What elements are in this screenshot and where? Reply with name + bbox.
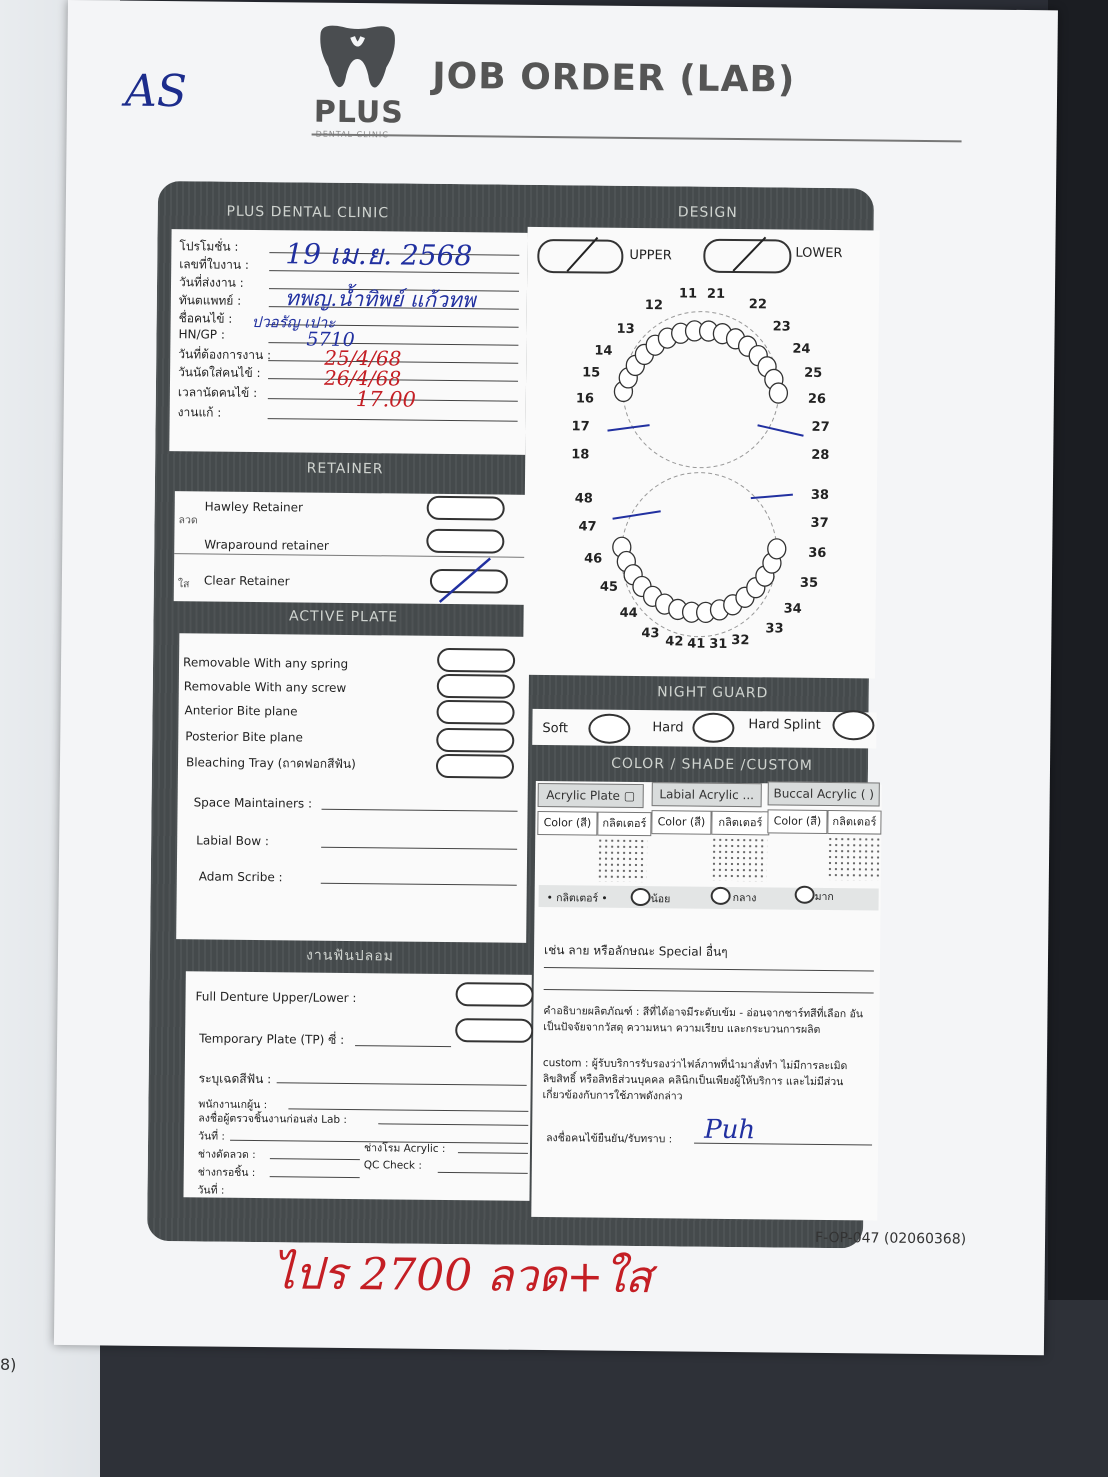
shade-subhead: Color (สี) <box>537 811 597 836</box>
buccal-acrylic-tab[interactable]: Buccal Acrylic ( ) <box>768 781 880 806</box>
hawley-retainer-label: Hawley Retainer <box>204 499 304 515</box>
clinic-field-label: เวลานัดคนไข้ : <box>177 385 258 401</box>
staff-label: พนักงานเกผู้น : <box>198 1098 268 1112</box>
logo-name: PLUS <box>313 94 405 131</box>
night-guard-header: NIGHT GUARD <box>657 684 769 702</box>
lower-tooth-number: 36 <box>808 545 827 561</box>
upper-tooth-number: 14 <box>594 343 613 359</box>
qc-check-label: QC Check : <box>363 1159 422 1172</box>
hn-value: 5710 <box>306 328 355 352</box>
handwritten-price-note: ไปร 2700 ลวด+ใส <box>272 1248 653 1304</box>
active-plate-item-checkbox[interactable] <box>436 754 514 779</box>
upper-tooth-number: 16 <box>575 391 595 407</box>
upper-tooth-number: 23 <box>772 319 791 335</box>
dentist-value: ทพญ.น้ำทิพย์ แก้วทพ <box>284 286 476 313</box>
glitter-low-radio[interactable] <box>631 888 651 906</box>
hawley-retainer-checkbox[interactable] <box>427 496 505 521</box>
retainer-clear-side-label: ใส <box>177 578 190 591</box>
lower-tooth-number: 35 <box>799 575 819 591</box>
page-title: JOB ORDER (LAB) <box>432 55 796 101</box>
upper-tooth-number: 17 <box>571 419 590 435</box>
active-plate-item-checkbox[interactable] <box>437 648 515 673</box>
upper-tooth-number: 11 <box>678 286 698 302</box>
upper-tooth-number: 18 <box>571 447 590 463</box>
active-plate-field-label: Adam Scribe : <box>198 869 283 885</box>
glitter-swatch-1 <box>597 838 647 883</box>
active-plate-item-label: Anterior Bite plane <box>184 703 298 719</box>
soft-label: Soft <box>542 721 569 737</box>
upper-teeth <box>614 320 788 403</box>
patient-signature: Puh <box>704 1114 756 1146</box>
glitter-mid-label: กลาง <box>733 889 757 906</box>
retainer-header: RETAINER <box>306 460 384 478</box>
job-order-paper <box>54 0 1058 1355</box>
active-plate-item-checkbox[interactable] <box>436 728 514 753</box>
active-plate-item-label: Removable With any screw <box>183 679 347 695</box>
lower-tooth[interactable] <box>768 539 786 559</box>
date-label-2: วันที่ : <box>197 1184 225 1197</box>
inspector-label: ลงชื่อผู้ตรวจชิ้นงานก่อนส่ง Lab : <box>198 1112 348 1126</box>
acrylic-plate-tab[interactable]: Acrylic Plate ▢ <box>538 783 644 808</box>
lower-tooth-number: 32 <box>731 632 750 649</box>
hard-label: Hard <box>652 720 684 736</box>
active-plate-field-label: Space Maintainers : <box>193 795 313 811</box>
lower-check-mark-icon <box>703 235 789 274</box>
design-header: DESIGN <box>677 204 738 222</box>
active-plate-item-checkbox[interactable] <box>437 674 515 699</box>
active-plate-item-label: Bleaching Tray (ถาดฟอกสีฟัน) <box>185 755 356 772</box>
glitter-high-label: มาก <box>815 888 834 905</box>
upper-tooth-number: 26 <box>807 391 827 407</box>
glitter-mid-radio[interactable] <box>711 887 731 905</box>
hard-splint-label: Hard Splint <box>748 717 821 733</box>
glitter-high-radio[interactable] <box>795 886 815 904</box>
upper-tooth-number: 25 <box>804 365 823 381</box>
temporary-plate-label: Temporary Plate (TP) ซี่ : <box>199 1031 345 1047</box>
active-plate-item-label: Removable With any spring <box>182 655 349 671</box>
shade-subhead: กลิตเตอร์ <box>597 812 651 837</box>
lower-tooth-number: 43 <box>641 626 660 642</box>
full-denture-checkbox[interactable] <box>455 982 533 1007</box>
color-shade-header: COLOR / SHADE /CUSTOM <box>611 755 814 774</box>
clinic-field-label: โปรโมชั่น : <box>179 239 239 254</box>
product-note: คำอธิบายผลิตภัณฑ์ : สีที่ได้อาจมีระดับเข้ม - อ่อนจากชาร์ทสีที่เลือก อันเป็นปัจจัยจากวัสดุ ความหนา ความเรียบ และกระบวนการผลิต <box>543 1005 864 1036</box>
tooth-shade-label: ระบุเฉดสีฟัน : <box>198 1071 272 1087</box>
patient-name-value: ปวอรัญ เปาะ <box>251 312 336 332</box>
upper-tooth[interactable] <box>769 383 787 403</box>
glitter-swatch-3 <box>827 836 881 881</box>
lower-tooth-number: 48 <box>574 491 593 507</box>
handwritten-tag: AS <box>124 65 188 118</box>
clinic-field-label: วันที่ต้องการงาน : <box>178 347 272 363</box>
logo-subtitle: DENTAL CLINIC <box>315 129 389 140</box>
shade-subhead: Color (สี) <box>767 809 827 834</box>
lower-tooth-number: 38 <box>810 487 830 503</box>
active-plate-field-label: Labial Bow : <box>196 833 270 849</box>
order-form <box>147 181 877 1248</box>
date-label: วันที่ : <box>198 1130 226 1143</box>
appointment-date-value: 26/4/68 <box>323 365 402 391</box>
lower-tooth-number: 45 <box>599 579 619 595</box>
lower-tooth-number: 37 <box>810 515 829 531</box>
lower-tooth-number: 34 <box>783 601 802 617</box>
soft-checkbox[interactable] <box>588 713 630 743</box>
upper-label: UPPER <box>629 247 672 264</box>
wraparound-retainer-label: Wraparound retainer <box>204 537 329 553</box>
lower-tooth-number: 41 <box>687 636 706 652</box>
upper-tooth-number: 24 <box>792 341 811 357</box>
active-plate-item-label: Posterior Bite plane <box>185 729 303 745</box>
lower-tooth-number: 46 <box>584 551 603 567</box>
upper-check-mark-icon <box>537 235 621 274</box>
retainer-wire-side-label: ลวด <box>178 514 198 527</box>
glitter-swatch-2 <box>711 837 767 882</box>
shade-subhead: Color (สี) <box>651 810 711 835</box>
patient-sign-label: ลงชื่อคนไข้ยืนยัน/รับทราบ : <box>546 1132 673 1146</box>
left-page-mark: 8) <box>0 1355 17 1374</box>
lower-tooth-number: 33 <box>765 621 784 637</box>
upper-tooth-number: 15 <box>582 365 601 381</box>
lower-label: LOWER <box>795 245 843 262</box>
upper-tooth-number: 27 <box>811 419 830 435</box>
labial-acrylic-tab[interactable]: Labial Acrylic ... <box>652 782 762 807</box>
clinic-field-label: งานแก้ : <box>177 405 222 420</box>
hard-splint-checkbox[interactable] <box>832 710 874 740</box>
clinic-field-label: ทันตแพทย์ : <box>178 293 242 308</box>
upper-tooth-number: 22 <box>748 297 768 313</box>
active-plate-item-checkbox[interactable] <box>436 700 514 725</box>
upper-tooth-number: 28 <box>811 447 830 463</box>
lower-teeth <box>612 537 786 623</box>
glitter-label: • กลิตเตอร์ • <box>547 889 608 907</box>
hard-checkbox[interactable] <box>692 713 734 743</box>
title-divider <box>312 134 962 143</box>
lower-tooth-number: 31 <box>709 636 728 652</box>
lower-tooth-number: 44 <box>619 605 638 621</box>
glitter-low-label: น้อย <box>651 890 671 907</box>
full-denture-label: Full Denture Upper/Lower : <box>195 989 357 1006</box>
wire-tech-label: ช่างดัดลวด : <box>197 1148 256 1162</box>
background-right-dark <box>1048 0 1108 1477</box>
lower-tooth-number: 47 <box>578 519 597 535</box>
shade-subhead: กลิตเตอร์ <box>827 810 881 835</box>
form-code: F-OP-047 (02060368) <box>814 1229 967 1248</box>
clinic-field-label: วันนัดใส่คนไข้ : <box>178 365 261 381</box>
upper-tooth-number: 12 <box>644 298 664 314</box>
required-date-value: 25/4/68 <box>324 345 402 371</box>
clinic-header: PLUS DENTAL CLINIC <box>226 203 390 222</box>
shade-subhead: กลิตเตอร์ <box>711 811 769 836</box>
lower-tooth-number: 42 <box>665 634 684 650</box>
clear-retainer-check-mark-icon <box>434 554 495 607</box>
custom-note: custom : ผู้รับบริการรับรองว่าไฟล์ภาพที่นำมาสั่งทำ ไม่มีการละเมิดลิขสิทธิ์ หรือสิทธิส่วนบุคคล คลินิกเป็นเพียงผู้ให้บริการ และไม่มีส่วนเกี่ยวข้องกับการใช้ภาพดังกล่าว <box>542 1057 848 1103</box>
temporary-plate-checkbox[interactable] <box>455 1018 533 1043</box>
appointment-time-value: 17.00 <box>355 387 417 412</box>
trim-tech-label: ช่างกรอชิ้น : <box>197 1166 256 1180</box>
special-label: เช่น ลาย หรือลักษณะ Special อื่นๆ <box>544 943 728 959</box>
tooth-logo-icon <box>312 23 403 94</box>
promotion-value: 19 เม.ย. 2568 <box>285 237 473 273</box>
clinic-field-label: HN/GP : <box>178 327 226 342</box>
upper-tooth-number: 13 <box>616 321 635 337</box>
wraparound-retainer-checkbox[interactable] <box>426 529 504 554</box>
upper-tooth-number: 21 <box>706 286 726 302</box>
clinic-field-label: ชื่อคนไข้ : <box>178 311 233 326</box>
denture-header: งานฟันปลอม <box>305 947 395 965</box>
active-plate-header: ACTIVE PLATE <box>288 608 399 626</box>
clinic-field-label: เลขที่ใบงาน : <box>179 257 250 272</box>
clinic-field-label: วันที่ส่งงาน : <box>178 275 244 290</box>
acrylic-tech-label: ช่างโรม Acrylic : <box>363 1142 446 1156</box>
clear-retainer-label: Clear Retainer <box>203 573 290 589</box>
